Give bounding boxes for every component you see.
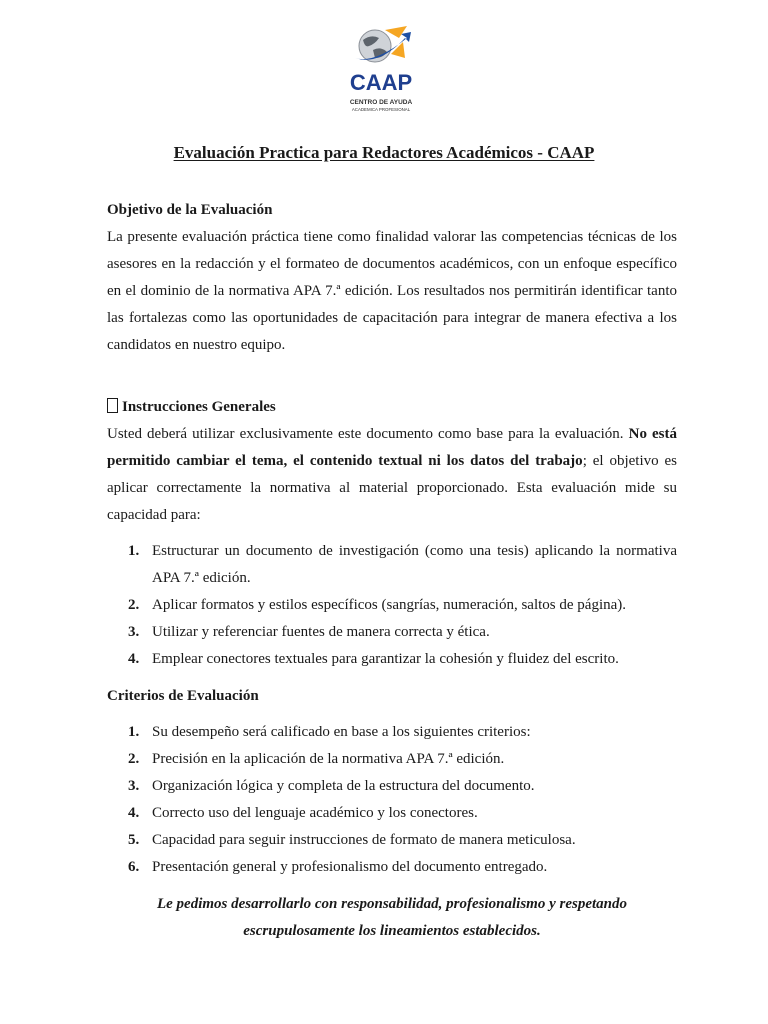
document-title: Evaluación Practica para Redactores Académicos - CAAP [173, 143, 595, 162]
logo-subtitle-2: ACADEMICA PROFESIONAL [351, 107, 411, 112]
closing-line-2: escrupulosamente los lineamientos establecidos. [243, 923, 541, 939]
list-item: 1. Estructurar un documento de investigación (como una tesis) aplicando la normativa APA 7.ª edición. [128, 543, 677, 586]
instructions-bold-rule: No está permitido cambiar el tema, el contenido textual ni los datos del trabajo [107, 426, 677, 469]
list-item: 2. Precisión en la aplicación de la normativa APA 7.ª edición. [128, 751, 505, 767]
list-item: 1. Su desempeño será calificado en base a los siguientes criterios: [128, 724, 531, 740]
objective-heading: Objetivo de la Evaluación [107, 202, 273, 218]
list-item: 5. Capacidad para seguir instrucciones de formato de manera meticulosa. [128, 832, 576, 848]
instructions-section [107, 394, 677, 529]
list-item: 4. Emplear conectores textuales para garantizar la cohesión y fluidez del escrito. [128, 651, 619, 667]
instructions-list [107, 538, 677, 673]
list-item: 3. Organización lógica y completa de la estructura del documento. [128, 778, 535, 794]
closing-line-1: Le pedimos desarrollarlo con responsabilidad, profesionalismo y respetando [156, 896, 627, 912]
closing-note [107, 891, 677, 945]
criteria-heading: Criterios de Evaluación [107, 688, 259, 704]
instructions-body: Usted deberá utilizar exclusivamente este documento como base para la evaluación. No está permitido cambiar el tema, el contenido textual ni los datos del trabajo; el objetivo es aplicar correctamente la normativa al material proporcionado. Esta evaluación mide su capacidad para: [107, 426, 677, 523]
logo-subtitle-1: CENTRO DE AYUDA [349, 99, 413, 106]
list-item: 4. Correcto uso del lenguaje académico y los conectores. [128, 805, 478, 821]
caap-logo [345, 24, 417, 116]
criteria-section [107, 683, 677, 710]
missing-glyph-icon [107, 398, 118, 413]
list-item: 6. Presentación general y profesionalismo del documento entregado. [128, 859, 548, 875]
objective-section [107, 197, 677, 359]
logo-name: CAAP [349, 70, 413, 95]
list-item: 3. Utilizar y referenciar fuentes de manera correcta y ética. [128, 624, 490, 640]
objective-body: La presente evaluación práctica tiene como finalidad valorar las competencias técnicas de los asesores en la redacción y el formateo de documentos académicos, con un enfoque específico en el dominio de la normativa APA 7.ª edición. Los resultados nos permitirán identificar tanto las fortalezas como las oportunidades de capacitación para integrar de manera efectiva a los candidatos en nuestro equipo. [107, 229, 677, 353]
criteria-list [107, 719, 677, 881]
list-item: 2. Aplicar formatos y estilos específicos (sangrías, numeración, saltos de página). [128, 597, 627, 613]
instructions-heading: Instrucciones Generales [107, 394, 677, 421]
